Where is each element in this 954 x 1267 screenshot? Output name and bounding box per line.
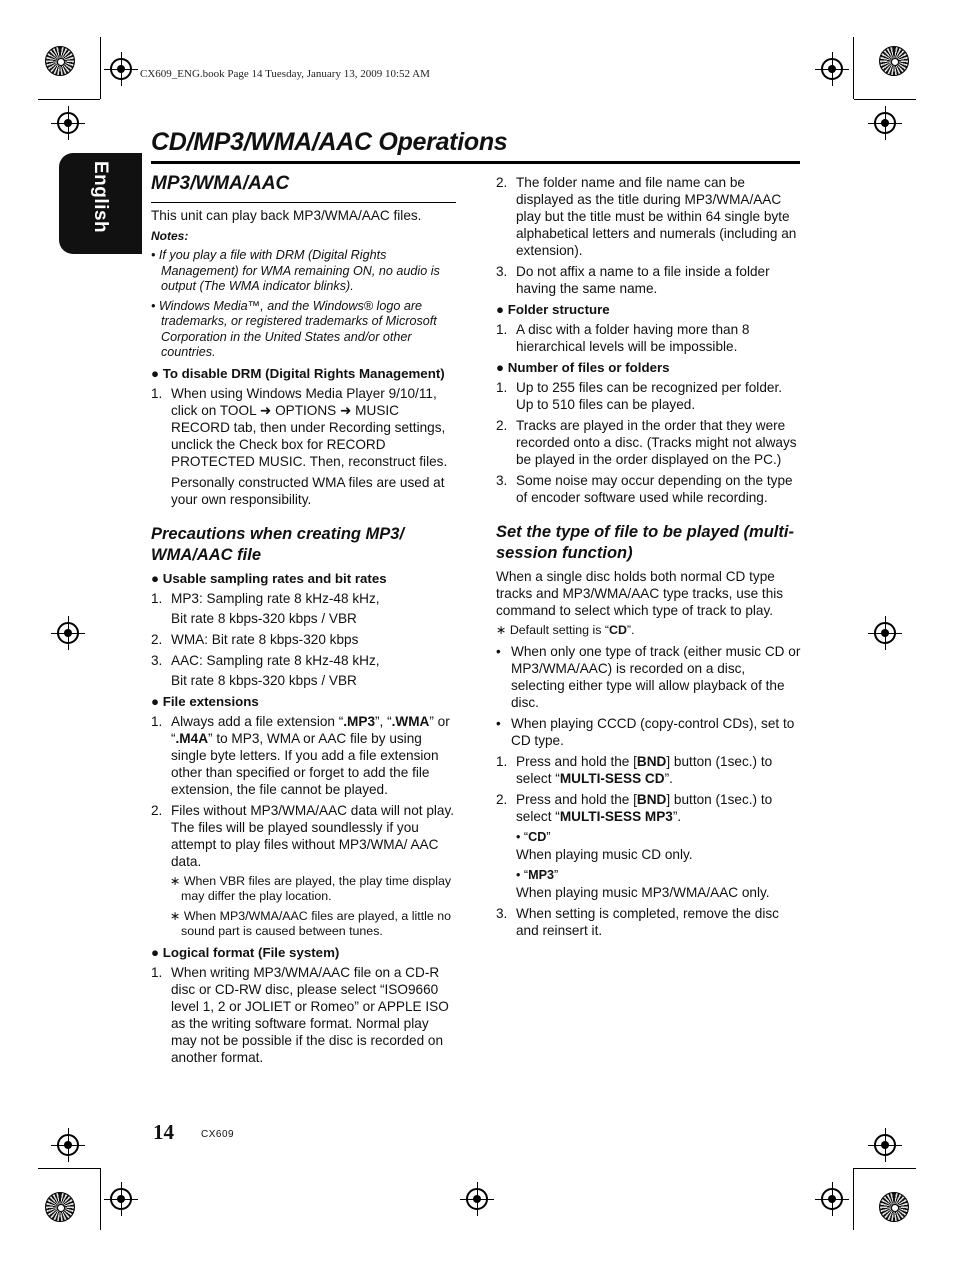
bullet-item: • When only one type of track (either music CD or MP3/WMA/AAC) is recorded on a disc, selecting either type will allow playback of the disc. [496,643,801,710]
registration-mark-icon [821,1188,843,1210]
list-item: 3. Some noise may occur depending on the type of encoder software used while recording. [496,473,793,505]
list-item: 1. Press and hold the [BND] button (1sec.) to select “MULTI-SESS CD”. [496,753,773,786]
default-setting-note: ∗ Default setting is “CD”. [496,623,635,637]
left-column [151,172,456,1070]
registration-mark-icon [110,58,132,80]
registration-mark-icon [821,58,843,80]
list-item: 1. When using Windows Media Player 9/10/11, click on TOOL ➜ OPTIONS ➜ MUSIC RECORD tab, then under Recording settings, unclick the Check box for RECORD PROTECTED MUSIC. Then, reconstruct files. [151,385,448,469]
precautions-title: Precautions when creating MP3/ WMA/AAC file [151,524,405,564]
list-item: 3. When setting is completed, remove the disc and reinsert it. [496,905,779,938]
list-item: 3. Do not affix a name to a file inside a folder having the same name. [496,264,770,296]
registration-mark-icon [57,622,79,644]
intro-text: This unit can play back MP3/WMA/AAC files. [151,208,422,223]
list-item: 1. A disc with a folder having more than 8 hierarchical levels will be impossible. [496,322,750,354]
asterisk-note: ∗ When VBR files are played, the play time display may differ the play location. [170,873,452,903]
language-tab [59,153,142,254]
registration-mark-icon [874,112,896,134]
bullet-item: • When playing CCCD (copy-control CDs), set to CD type. [496,715,795,748]
list-item: 2. The folder name and file name can be displayed as the title during MP3/WMA/AAC play but the title must be within 64 single byte alphabetical letters and numerals (including an extension). [496,175,797,258]
registration-mark-icon [874,1134,896,1156]
list-item: 1. MP3: Sampling rate 8 kHz-48 kHz, Bit rate 8 kbps-320 kbps / VBR [151,590,380,626]
multi-session-intro: When a single disc holds both normal CD type tracks and MP3/WMA/AAC type tracks, use this command to select which type of track to play. [496,569,784,618]
note-item: • If you play a file with DRM (Digital Rights Management) for WMA remaining ON, no audio is output (The WMA indicator blinks). [151,248,440,293]
drm-step-note: Personally constructed WMA files are used at your own responsibility. [171,474,445,507]
list-item: 2. Tracks are played in the order that they were recorded onto a disc. (Tracks might not always be played in the order displayed on the PC.) [496,418,797,467]
color-target-icon [45,1192,75,1222]
list-item: 1. When writing MP3/WMA/AAC file on a CD-R disc or CD-RW disc, please select “ISO9660 level 1, 2 or JOLIET or Romeo” or APPLE ISO as the writing software format. Normal play may not be possible if the disc is recorded on another format. [151,964,449,1065]
drm-heading: ● To disable DRM (Digital Rights Management) [151,365,445,381]
registration-mark-icon [57,112,79,134]
multi-session-title: Set the type of file to be played (multi-session function) [496,523,794,562]
list-item: 2. Press and hold the [BND] button (1sec.) to select “MULTI-SESS MP3”. [496,791,773,824]
list-item: 2. WMA: Bit rate 8 kbps-320 kbps [151,631,359,647]
option-cd: • “CD” When playing music CD only. [516,829,693,862]
list-item: 1. Always add a file extension “.MP3”, “.WMA” or “.M4A” to MP3, WMA or AAC file by using single byte letters. If you add a file extension other than specified or forget to add the file extension, the file cannot be played. [151,713,450,797]
color-target-icon [45,46,75,76]
registration-mark-icon [466,1188,488,1210]
list-item: 3. AAC: Sampling rate 8 kHz-48 kHz, Bit rate 8 kbps-320 kbps / VBR [151,652,380,688]
file-count-heading: ● Number of files or folders [496,360,670,375]
asterisk-note: ∗ When MP3/WMA/AAC files are played, a little no sound part is caused between tunes. [170,908,452,938]
registration-mark-icon [57,1134,79,1156]
note-item: • Windows Media™, and the Windows® logo are trademarks, or registered trademarks of Microsoft Corporation in the United States and/or other countries. [151,298,437,359]
language-tab-label: English [90,161,111,234]
registration-mark-icon [110,1188,132,1210]
list-item: 2. Files without MP3/WMA/AAC data will not play. The files will be played soundlessly if you attempt to play files without MP3/WMA/ AAC data. [151,802,455,869]
model-code: CX609 [201,1129,235,1140]
sampling-heading: ● Usable sampling rates and bit rates [151,570,387,586]
option-mp3: • “MP3” When playing music MP3/WMA/AAC only. [516,867,770,900]
registration-mark-icon [874,622,896,644]
color-target-icon [879,46,909,76]
logical-format-heading: ● Logical format (File system) [151,944,340,960]
notes-title: Notes: [151,229,189,243]
book-header: CX609_ENG.book Page 14 Tuesday, January 13, 2009 10:52 AM [140,68,430,80]
list-item: 1. Up to 255 files can be recognized per folder. Up to 510 files can be played. [496,380,783,412]
color-target-icon [879,1192,909,1222]
section-title: MP3/WMA/AAC [151,172,456,203]
page-number: 14 [153,1120,174,1144]
extensions-heading: ● File extensions [151,693,259,709]
page-title: CD/MP3/WMA/AAC Operations [151,128,508,156]
folder-structure-heading: ● Folder structure [496,302,610,317]
right-column [496,174,801,943]
title-rule [151,161,800,164]
